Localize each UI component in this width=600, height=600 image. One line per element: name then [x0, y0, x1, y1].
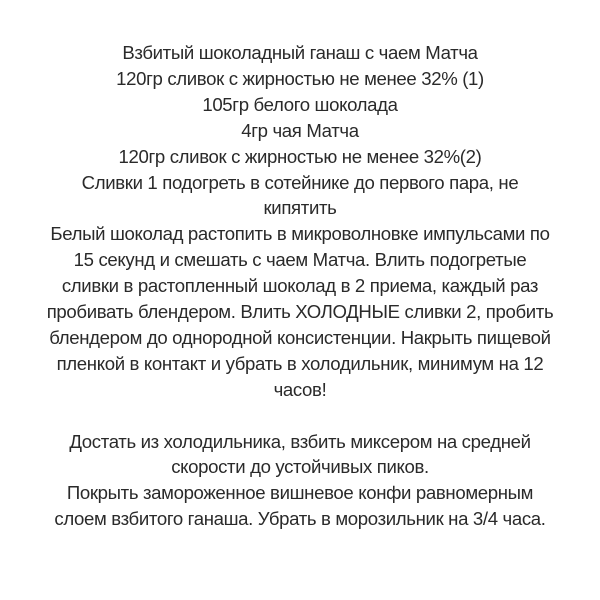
ingredient-cream-2: 120гр сливок с жирностью не менее 32%(2) [118, 145, 482, 167]
ingredient-matcha: 4гр чая Матча [241, 119, 359, 141]
instruction-line: пробивать блендером. Влить ХОЛОДНЫЕ сливки 2, пробить [46, 301, 554, 323]
instruction-line: Достать из холодильника, взбить миксером на средней [69, 430, 531, 452]
instruction-line: Белый шоколад растопить в микроволновке импульсами по [50, 223, 550, 245]
ingredient-white-chocolate: 105гр белого шоколада [202, 93, 398, 115]
instruction-line: кипятить [263, 197, 337, 219]
instruction-line: скорости до устойчивых пиков. [171, 456, 429, 478]
instruction-line: слоем взбитого ганаша. Убрать в морозильник на 3/4 часа. [54, 508, 546, 530]
ingredient-cream-1: 120гр сливок с жирностью не менее 32% (1) [116, 67, 484, 89]
instruction-line: 15 секунд и смешать с чаем Матча. Влить подогретые [73, 249, 527, 271]
instruction-line: сливки в растопленный шоколад в 2 приема, каждый раз [61, 275, 539, 297]
instruction-line: блендером до однородной консистенции. Накрыть пищевой [49, 326, 551, 348]
paragraph-spacer [0, 403, 600, 429]
instruction-line: часов! [273, 378, 327, 400]
instruction-line: Сливки 1 подогреть в сотейнике до первого пара, не [81, 171, 519, 193]
instruction-line: пленкой в контакт и убрать в холодильник, минимум на 12 [56, 352, 544, 374]
instruction-line: Покрыть замороженное вишневое конфи равномерным [66, 482, 534, 504]
recipe-title: Взбитый шоколадный ганаш с чаем Матча [122, 42, 478, 63]
